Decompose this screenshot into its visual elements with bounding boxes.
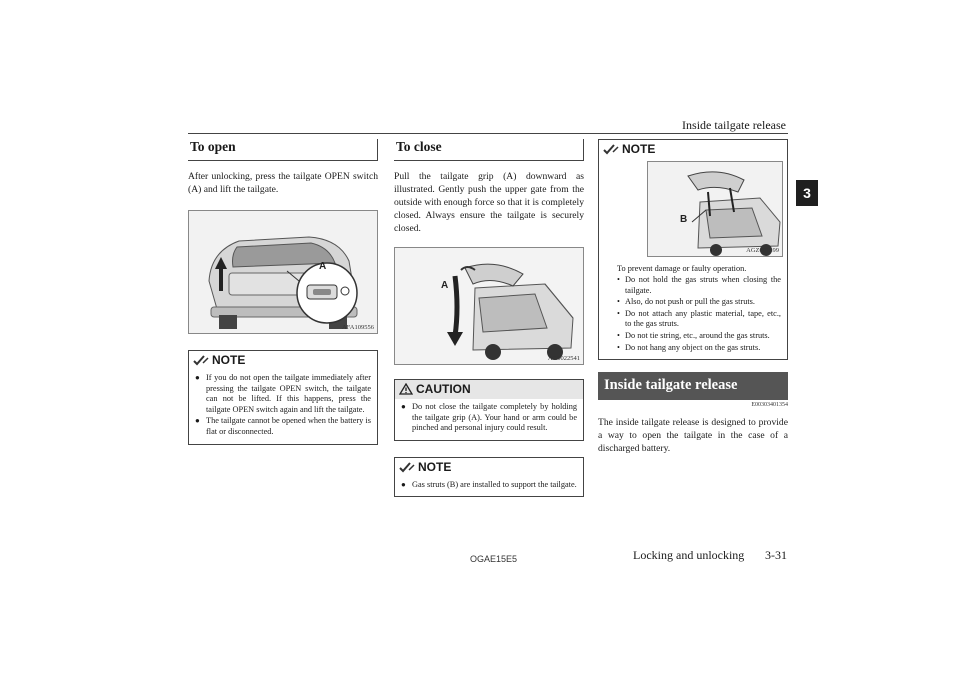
- header-rule: [188, 133, 788, 134]
- column-inside-release: [598, 139, 788, 455]
- pencil-check-icon: [603, 143, 619, 155]
- tailgate-grip-illustration: [395, 248, 583, 365]
- note-item: • Also, do not push or pull the gas struts.: [617, 297, 755, 307]
- gas-strut-figure: [647, 161, 783, 257]
- note-list: [599, 274, 787, 359]
- caution-title: CAUTION: [416, 382, 471, 396]
- note-item: • Do not hold the gas struts when closing the tailgate.: [617, 275, 781, 295]
- note-box: [188, 350, 378, 445]
- note-list: [189, 370, 377, 444]
- bullet-icon: ●: [195, 416, 200, 426]
- figure-code: AGZ001599: [746, 247, 779, 254]
- note-header: [395, 458, 583, 477]
- note-box: [394, 457, 584, 498]
- note-item: ● If you do not open the tailgate immediately after pressing the tailgate OPEN switch, the tailgate can not be lifted. If this happens, press the tailgate OPEN switch again and lift the tailgate.: [195, 373, 371, 414]
- note-title: NOTE: [212, 353, 246, 367]
- caution-item: ● Do not close the tailgate completely by holding the tailgate grip (A). Your hand or arm could be pinched and personal injury could result.: [401, 402, 577, 433]
- column-to-open: [188, 139, 378, 445]
- inside-release-heading: Inside tailgate release: [598, 372, 788, 400]
- note-item: • Do not hang any object on the gas struts.: [617, 342, 761, 352]
- chapter-tab: 3: [796, 180, 818, 206]
- bullet-icon: ●: [401, 479, 406, 489]
- note-header: [599, 140, 787, 159]
- label-a: A: [441, 280, 449, 291]
- pencil-check-icon: [399, 461, 415, 473]
- note-item: ● Gas struts (B) are installed to support the tailgate.: [401, 479, 577, 489]
- note-item: • Do not tie string, etc., around the gas struts.: [617, 330, 770, 340]
- caution-box: [394, 379, 584, 441]
- bullet-icon: •: [617, 308, 620, 318]
- inside-release-body: The inside tailgate release is designed to provide a way to open the tailgate in the case of a discharged battery.: [598, 417, 788, 455]
- section-code: E00303401354: [751, 402, 788, 409]
- note-item: • Do not attach any plastic material, tape, etc., to the gas struts.: [617, 308, 781, 329]
- bullet-icon: •: [617, 342, 620, 352]
- footer-section-title: Locking and unlocking: [633, 548, 745, 562]
- bullet-icon: ●: [401, 402, 406, 411]
- note-intro: To prevent damage or faulty operation.: [617, 264, 747, 273]
- to-open-heading: To open: [188, 139, 378, 161]
- running-head: Inside tailgate release: [682, 118, 786, 132]
- figure-code: AG0022541: [547, 355, 580, 362]
- figure-code: AFA109556: [341, 324, 374, 331]
- to-close-body: Pull the tailgate grip (A) downward as illustrated. Gently push the upper gate from the outside with enough force so that it is completely closed. Always ensure the tailgate is securely closed.: [394, 171, 584, 234]
- note-title: NOTE: [418, 459, 452, 474]
- car-rear-illustration: [189, 211, 377, 334]
- to-close-heading: To close: [394, 139, 584, 161]
- note-header: [189, 351, 377, 370]
- caution-list: [395, 399, 583, 440]
- caution-header: [395, 380, 583, 399]
- pencil-check-icon: [193, 354, 209, 366]
- tailgate-close-figure: [394, 247, 584, 365]
- bullet-icon: ●: [195, 373, 200, 382]
- column-to-close: [394, 139, 584, 497]
- note-box: [598, 139, 788, 360]
- gas-strut-illustration: [648, 162, 783, 257]
- label-b: B: [680, 214, 688, 225]
- note-list: [395, 477, 583, 497]
- note-title: NOTE: [622, 142, 656, 156]
- bullet-icon: •: [617, 330, 620, 340]
- tailgate-open-switch-figure: [188, 210, 378, 334]
- to-open-body: After unlocking, press the tailgate OPEN switch (A) and lift the tailgate.: [188, 171, 378, 195]
- page-number: 3-31: [765, 548, 787, 562]
- bullet-icon: •: [617, 297, 620, 307]
- footer-code: OGAE15E5: [470, 554, 518, 564]
- warning-triangle-icon: [399, 383, 413, 395]
- label-a: A: [319, 261, 327, 272]
- bullet-icon: •: [617, 275, 620, 284]
- note-item: ● The tailgate cannot be opened when the battery is flat or disconnected.: [195, 416, 371, 436]
